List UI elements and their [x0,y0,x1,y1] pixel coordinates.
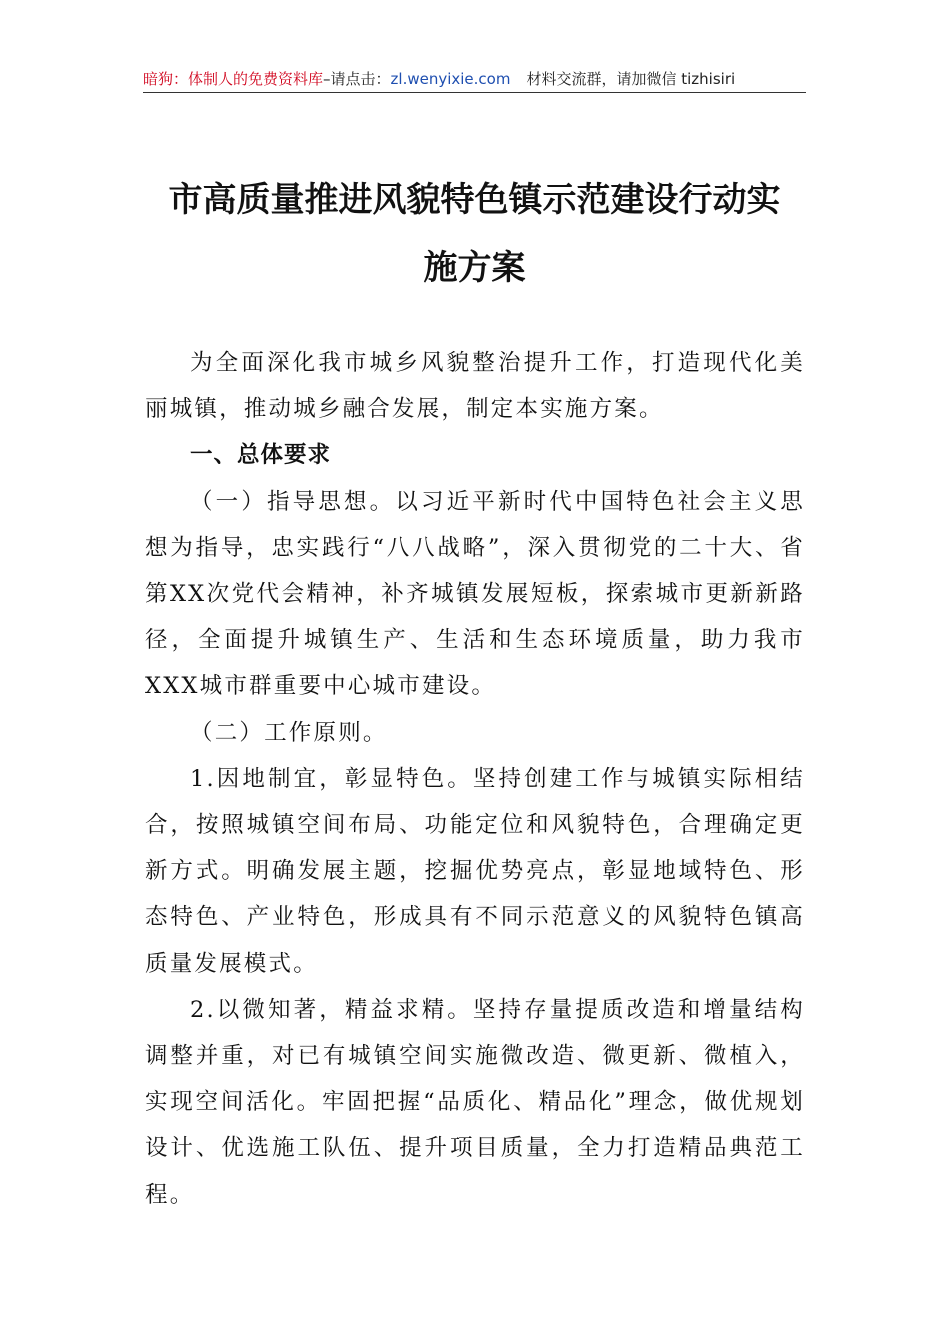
header-brand: 暗狗：体制人的免费资料库 [143,70,324,88]
document-title-line-2: 施方案 [423,248,526,288]
intro-paragraph: 为全面深化我市城乡风貌整治提升工作，打造现代化美丽城镇，推动城乡融合发展，制定本实施方案。 [145,350,805,423]
principle-1-paragraph: 1.因地制宜，彰显特色。坚持创建工作与城镇实际相结合，按照城镇空间布局、功能定位和风貌特色，合理确定更新方式。明确发展主题，挖掘优势亮点，彰显地域特色、形态特色、产业特色，形成具有不同示范意义的风貌特色镇高质量发展模式。 [145,765,805,977]
guiding-thought-paragraph: （一）指导思想。以习近平新时代中国特色社会主义思想为指导，忠实践行“八八战略”，深入贯彻党的二十大、省第XX次党代会精神，补齐城镇发展短板，探索城市更新新路径，全面提升城镇生产、生活和生态环境质量，助力我市XXX城市群重要中心城市建设。 [145,488,805,700]
page-header [143,66,806,93]
document-title-line-1: 市高质量推进风貌特色镇示范建设行动实 [168,180,781,220]
principles-heading: （二）工作原则。 [190,719,388,746]
header-prompt: –请点击： [323,70,391,88]
header-contact: 材料交流群，请加微信 tizhisiri [526,70,736,88]
document-body [145,340,805,1218]
principle-2-paragraph: 2.以微知著，精益求精。坚持存量提质改造和增量结构调整并重，对已有城镇空间实施微改造、微更新、微植入，实现空间活化。牢固把握“品质化、精品化”理念，做优规划设计、优选施工队伍、提升项目质量，全力打造精品典范工程。 [145,996,805,1208]
section-heading-overall-requirements: 一、总体要求 [190,442,332,469]
header-url-link[interactable]: zl.wenyixie.com [390,70,511,88]
